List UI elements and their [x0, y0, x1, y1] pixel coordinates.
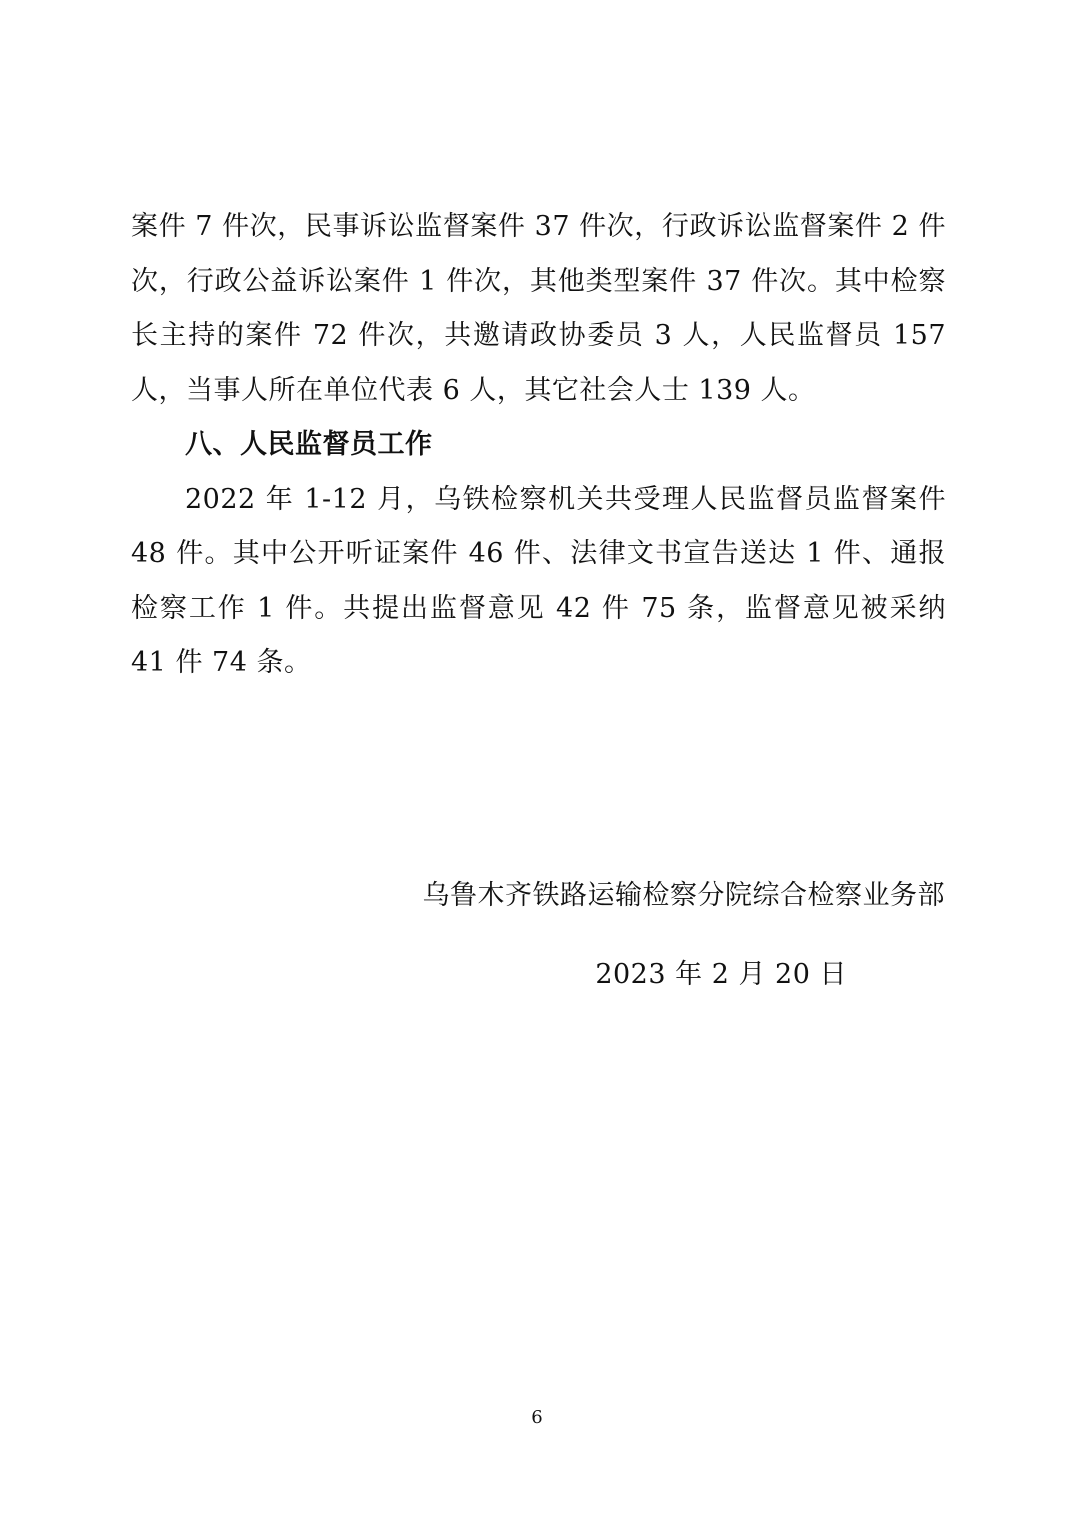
- document-body: [131, 200, 946, 691]
- continued-paragraph: 案件 7 件次，民事诉讼监督案件 37 件次，行政诉讼监督案件 2 件次，行政公益诉讼案件 1 件次，其他类型案件 37 件次。其中检察长主持的案件 72 件次，共邀请政协委员 3 人，人民监督员 157 人，当事人所在单位代表 6 人，其它社会人士 139 人。: [131, 211, 946, 406]
- section-heading: 八、人民监督员工作: [185, 429, 433, 460]
- page-number: 6: [531, 1407, 543, 1428]
- signature-date: 2023 年 2 月 20 日: [595, 959, 847, 990]
- signature-organization: 乌鲁木齐铁路运输检察分院综合检察业务部: [422, 880, 945, 911]
- section-paragraph: 2022 年 1-12 月，乌铁检察机关共受理人民监督员监督案件 48 件。其中公开听证案件 46 件、法律文书宣告送达 1 件、通报检察工作 1 件。共提出监督意见 42 件 75 条，监督意见被采纳 41 件 74 条。: [131, 483, 946, 678]
